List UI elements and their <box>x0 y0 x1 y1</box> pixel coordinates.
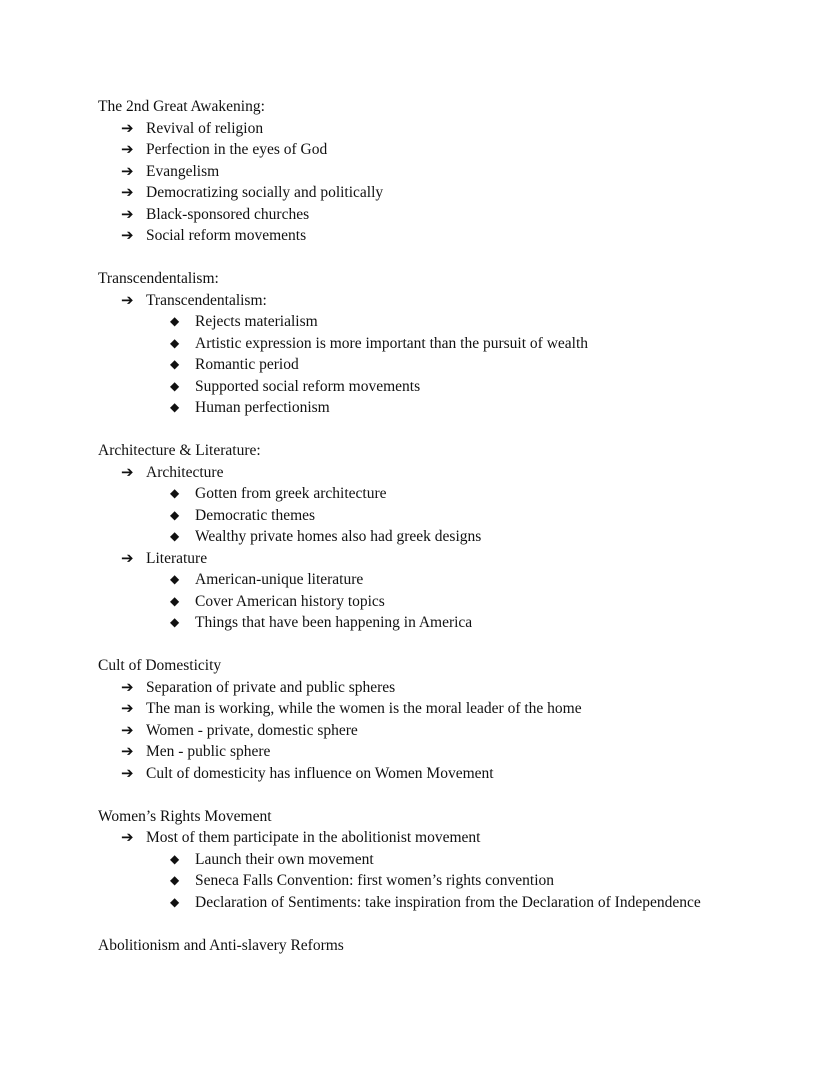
sub-list-item <box>98 870 798 892</box>
sub-list-item <box>98 397 798 419</box>
diamond-bullet-icon: ◆ <box>170 873 180 887</box>
diamond-bullet-icon: ◆ <box>170 507 180 522</box>
arrow-bullet-icon: ➔ <box>121 763 134 782</box>
section <box>98 96 798 247</box>
list-item-text: Architecture <box>146 463 224 481</box>
arrow-bullet-icon: ➔ <box>121 140 134 158</box>
sub-list-item <box>98 311 798 333</box>
sub-list-item <box>98 376 798 398</box>
sub-list-item-text: Human perfectionism <box>195 399 330 416</box>
sub-list-item <box>98 892 798 914</box>
list-item <box>98 204 798 226</box>
diamond-bullet-icon: ◆ <box>170 593 180 608</box>
list-item-text: Cult of domesticity has influence on Women Movement <box>146 764 494 782</box>
sub-list-item <box>98 333 798 355</box>
list-item <box>98 161 798 183</box>
section <box>98 806 798 914</box>
sub-list-item-text: Wealthy private homes also had greek designs <box>195 528 482 545</box>
list-item <box>98 548 798 570</box>
list-item <box>98 225 798 247</box>
list-item <box>98 290 798 312</box>
section-heading: Cult of Domesticity <box>98 657 222 674</box>
list-item <box>98 182 798 204</box>
list-item <box>98 827 798 849</box>
sub-list-item-text: Rejects materialism <box>195 313 318 330</box>
sub-list-item-text: Declaration of Sentiments: take inspiration from the Declaration of Independence <box>195 893 701 911</box>
arrow-bullet-icon: ➔ <box>121 677 134 696</box>
diamond-bullet-icon: ◆ <box>170 335 180 350</box>
sub-list-item <box>98 526 798 548</box>
diamond-bullet-icon: ◆ <box>170 314 180 328</box>
sub-list-item-text: Supported social reform movements <box>195 377 421 395</box>
section-heading: Architecture & Literature: <box>98 442 261 459</box>
arrow-bullet-icon: ➔ <box>121 699 134 717</box>
arrow-bullet-icon: ➔ <box>121 548 134 567</box>
list-item <box>98 741 798 763</box>
sub-list-item <box>98 483 798 505</box>
sub-list-item-text: Seneca Falls Convention: first women’s rights convention <box>195 872 555 889</box>
list-item-text: The man is working, while the women is the moral leader of the home <box>146 700 582 717</box>
diamond-bullet-icon: ◆ <box>170 529 180 543</box>
diamond-bullet-icon: ◆ <box>170 486 180 500</box>
sub-list-item-text: Things that have been happening in America <box>195 614 473 631</box>
list-item <box>98 677 798 699</box>
arrow-bullet-icon: ➔ <box>121 828 134 846</box>
section <box>98 440 798 634</box>
sub-list-item-text: American-unique literature <box>195 571 364 588</box>
arrow-bullet-icon: ➔ <box>121 742 134 760</box>
list-item-text: Separation of private and public spheres <box>146 678 396 696</box>
list-item-text: Most of them participate in the abolitionist movement <box>146 829 481 846</box>
diamond-bullet-icon: ◆ <box>170 400 180 414</box>
sub-list-item <box>98 505 798 527</box>
sub-list-item-text: Gotten from greek architecture <box>195 485 387 502</box>
sub-list-item <box>98 569 798 591</box>
section-heading: Abolitionism and Anti-slavery Reforms <box>98 936 344 954</box>
arrow-bullet-icon: ➔ <box>121 183 134 201</box>
arrow-bullet-icon: ➔ <box>121 226 134 244</box>
sub-list-item-text: Launch their own movement <box>195 850 374 868</box>
list-item <box>98 763 798 785</box>
diamond-bullet-icon: ◆ <box>170 615 180 629</box>
list-item-text: Transcendentalism: <box>146 291 267 309</box>
sub-list-item-text: Democratic themes <box>195 506 316 524</box>
list-item <box>98 462 798 484</box>
list-item-text: Democratizing socially and politically <box>146 184 384 201</box>
sub-list-item <box>98 354 798 376</box>
diamond-bullet-icon: ◆ <box>170 378 180 393</box>
arrow-bullet-icon: ➔ <box>121 290 134 309</box>
list-item <box>98 720 798 742</box>
arrow-bullet-icon: ➔ <box>121 118 134 137</box>
sub-list-item <box>98 849 798 871</box>
diamond-bullet-icon: ◆ <box>170 572 180 586</box>
list-item-text: Social reform movements <box>146 227 307 244</box>
sub-list-item-text: Cover American history topics <box>195 592 385 610</box>
notes-document <box>98 96 798 978</box>
section <box>98 655 798 784</box>
list-item <box>98 118 798 140</box>
diamond-bullet-icon: ◆ <box>170 851 180 866</box>
section-heading: Transcendentalism: <box>98 270 219 287</box>
diamond-bullet-icon: ◆ <box>170 357 180 371</box>
section-heading: Women’s Rights Movement <box>98 807 272 825</box>
sub-list-item <box>98 591 798 613</box>
section <box>98 935 798 957</box>
sub-list-item <box>98 612 798 634</box>
list-item-text: Perfection in the eyes of God <box>146 141 328 158</box>
section <box>98 268 798 419</box>
section-heading: The 2nd Great Awakening: <box>98 98 265 115</box>
sub-list-item-text: Romantic period <box>195 356 299 373</box>
list-item <box>98 698 798 720</box>
arrow-bullet-icon: ➔ <box>121 720 134 739</box>
list-item-text: Evangelism <box>146 162 220 180</box>
sub-list-item-text: Artistic expression is more important than the pursuit of wealth <box>195 334 589 352</box>
arrow-bullet-icon: ➔ <box>121 161 134 180</box>
list-item-text: Literature <box>146 549 208 567</box>
list-item-text: Men - public sphere <box>146 743 271 760</box>
diamond-bullet-icon: ◆ <box>170 894 180 909</box>
list-item <box>98 139 798 161</box>
list-item-text: Women - private, domestic sphere <box>146 721 358 739</box>
arrow-bullet-icon: ➔ <box>121 204 134 223</box>
arrow-bullet-icon: ➔ <box>121 462 134 481</box>
list-item-text: Black-sponsored churches <box>146 205 310 223</box>
list-item-text: Revival of religion <box>146 119 264 137</box>
